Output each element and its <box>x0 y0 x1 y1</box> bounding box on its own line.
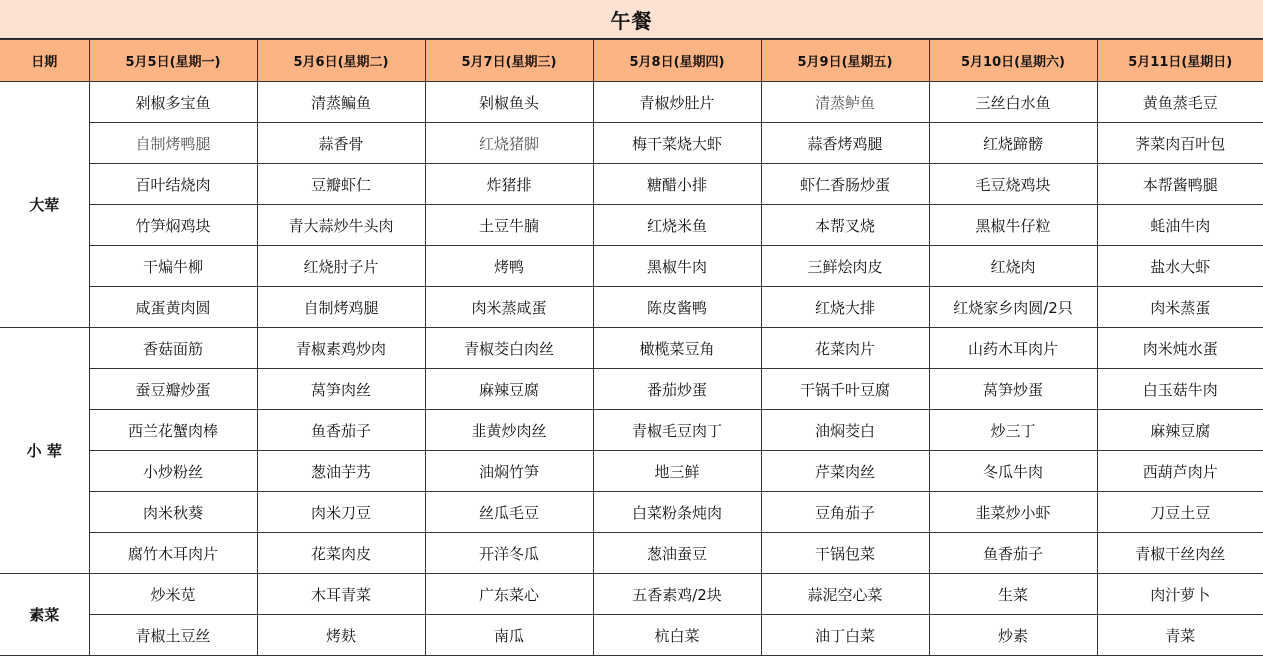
dish-cell: 豆瓣虾仁 <box>257 164 425 205</box>
dish-cell: 木耳青菜 <box>257 574 425 615</box>
dish-cell: 三鲜烩肉皮 <box>761 246 929 287</box>
dish-cell: 剁椒鱼头 <box>425 82 593 123</box>
dish-cell: 开洋冬瓜 <box>425 533 593 574</box>
dish-cell: 自制烤鸡腿 <box>257 287 425 328</box>
dish-cell: 蚕豆瓣炒蛋 <box>89 369 257 410</box>
dish-cell: 土豆牛腩 <box>425 205 593 246</box>
dish-cell: 肉汁萝卜 <box>1097 574 1263 615</box>
dish-cell: 油丁白菜 <box>761 615 929 656</box>
dish-cell: 小炒粉丝 <box>89 451 257 492</box>
dish-cell: 鱼香茄子 <box>257 410 425 451</box>
dish-cell: 肉米蒸咸蛋 <box>425 287 593 328</box>
dish-cell: 花菜肉皮 <box>257 533 425 574</box>
dish-cell: 地三鲜 <box>593 451 761 492</box>
dish-cell: 荠菜肉百叶包 <box>1097 123 1263 164</box>
dish-cell: 葱油芋艿 <box>257 451 425 492</box>
dish-cell: 毛豆烧鸡块 <box>929 164 1097 205</box>
table-row <box>0 451 1263 492</box>
dish-cell: 青大蒜炒牛头肉 <box>257 205 425 246</box>
dish-cell: 生菜 <box>929 574 1097 615</box>
dish-cell: 炸猪排 <box>425 164 593 205</box>
dish-cell: 红烧米鱼 <box>593 205 761 246</box>
table-row <box>0 369 1263 410</box>
dish-cell: 肉米刀豆 <box>257 492 425 533</box>
dish-cell: 青椒土豆丝 <box>89 615 257 656</box>
table-row <box>0 123 1263 164</box>
dish-cell: 梅干菜烧大虾 <box>593 123 761 164</box>
menu-body <box>0 82 1263 656</box>
dish-cell: 虾仁香肠炒蛋 <box>761 164 929 205</box>
dish-cell: 蒜香骨 <box>257 123 425 164</box>
dish-cell: 干锅包菜 <box>761 533 929 574</box>
dish-cell: 三丝白水鱼 <box>929 82 1097 123</box>
dish-cell: 冬瓜牛肉 <box>929 451 1097 492</box>
dish-cell: 腐竹木耳肉片 <box>89 533 257 574</box>
header-day: 5月5日(星期一) <box>89 40 257 82</box>
dish-cell: 莴笋炒蛋 <box>929 369 1097 410</box>
dish-cell: 青椒炒肚片 <box>593 82 761 123</box>
dish-cell: 红烧大排 <box>761 287 929 328</box>
dish-cell: 广东菜心 <box>425 574 593 615</box>
table-row <box>0 205 1263 246</box>
dish-cell: 烤麸 <box>257 615 425 656</box>
dish-cell: 韭菜炒小虾 <box>929 492 1097 533</box>
dish-cell: 清蒸鳊鱼 <box>257 82 425 123</box>
dish-cell: 杭白菜 <box>593 615 761 656</box>
dish-cell: 五香素鸡/2块 <box>593 574 761 615</box>
category-label: 大荤 <box>0 82 89 328</box>
dish-cell: 青椒茭白肉丝 <box>425 328 593 369</box>
dish-cell: 自制烤鸭腿 <box>89 123 257 164</box>
table-row <box>0 246 1263 287</box>
dish-cell: 烤鸭 <box>425 246 593 287</box>
dish-cell: 红烧家乡肉圆/2只 <box>929 287 1097 328</box>
dish-cell: 南瓜 <box>425 615 593 656</box>
dish-cell: 百叶结烧肉 <box>89 164 257 205</box>
dish-cell: 麻辣豆腐 <box>1097 410 1263 451</box>
dish-cell: 咸蛋黄肉圆 <box>89 287 257 328</box>
dish-cell: 白菜粉条炖肉 <box>593 492 761 533</box>
dish-cell: 鱼香茄子 <box>929 533 1097 574</box>
header-date: 日期 <box>0 40 89 82</box>
dish-cell: 白玉菇牛肉 <box>1097 369 1263 410</box>
dish-cell: 蒜香烤鸡腿 <box>761 123 929 164</box>
dish-cell: 竹笋焖鸡块 <box>89 205 257 246</box>
header-day: 5月11日(星期日) <box>1097 40 1263 82</box>
dish-cell: 盐水大虾 <box>1097 246 1263 287</box>
dish-cell: 肉米秋葵 <box>89 492 257 533</box>
dish-cell: 黄鱼蒸毛豆 <box>1097 82 1263 123</box>
dish-cell: 干煸牛柳 <box>89 246 257 287</box>
table-row <box>0 492 1263 533</box>
dish-cell: 红烧猪脚 <box>425 123 593 164</box>
dish-cell: 红烧蹄髈 <box>929 123 1097 164</box>
dish-cell: 豆角茄子 <box>761 492 929 533</box>
header-day: 5月6日(星期二) <box>257 40 425 82</box>
dish-cell: 青椒毛豆肉丁 <box>593 410 761 451</box>
table-title: 午餐 <box>0 0 1263 39</box>
dish-cell: 番茄炒蛋 <box>593 369 761 410</box>
dish-cell: 山药木耳肉片 <box>929 328 1097 369</box>
dish-cell: 剁椒多宝鱼 <box>89 82 257 123</box>
table-row <box>0 410 1263 451</box>
header-day: 5月9日(星期五) <box>761 40 929 82</box>
table-row <box>0 328 1263 369</box>
dish-cell: 西兰花蟹肉棒 <box>89 410 257 451</box>
dish-cell: 炒素 <box>929 615 1097 656</box>
lunch-menu-table <box>0 39 1263 656</box>
dish-cell: 红烧肘子片 <box>257 246 425 287</box>
dish-cell: 蚝油牛肉 <box>1097 205 1263 246</box>
dish-cell: 炒米苋 <box>89 574 257 615</box>
table-row <box>0 533 1263 574</box>
header-day: 5月7日(星期三) <box>425 40 593 82</box>
dish-cell: 橄榄菜豆角 <box>593 328 761 369</box>
dish-cell: 红烧肉 <box>929 246 1097 287</box>
dish-cell: 刀豆土豆 <box>1097 492 1263 533</box>
dish-cell: 炒三丁 <box>929 410 1097 451</box>
dish-cell: 本帮叉烧 <box>761 205 929 246</box>
dish-cell: 韭黄炒肉丝 <box>425 410 593 451</box>
table-row <box>0 615 1263 656</box>
table-row <box>0 82 1263 123</box>
table-row <box>0 574 1263 615</box>
table-row <box>0 164 1263 205</box>
dish-cell: 芹菜肉丝 <box>761 451 929 492</box>
dish-cell: 青椒干丝肉丝 <box>1097 533 1263 574</box>
dish-cell: 肉米炖水蛋 <box>1097 328 1263 369</box>
dish-cell: 干锅千叶豆腐 <box>761 369 929 410</box>
dish-cell: 丝瓜毛豆 <box>425 492 593 533</box>
dish-cell: 黑椒牛肉 <box>593 246 761 287</box>
dish-cell: 肉米蒸蛋 <box>1097 287 1263 328</box>
dish-cell: 陈皮酱鸭 <box>593 287 761 328</box>
table-row <box>0 287 1263 328</box>
dish-cell: 油焖茭白 <box>761 410 929 451</box>
dish-cell: 西葫芦肉片 <box>1097 451 1263 492</box>
dish-cell: 本帮酱鸭腿 <box>1097 164 1263 205</box>
header-day: 5月8日(星期四) <box>593 40 761 82</box>
header-day: 5月10日(星期六) <box>929 40 1097 82</box>
dish-cell: 青菜 <box>1097 615 1263 656</box>
dish-cell: 清蒸鲈鱼 <box>761 82 929 123</box>
dish-cell: 花菜肉片 <box>761 328 929 369</box>
category-label: 小 荤 <box>0 328 89 574</box>
dish-cell: 蒜泥空心菜 <box>761 574 929 615</box>
dish-cell: 葱油蚕豆 <box>593 533 761 574</box>
dish-cell: 香菇面筋 <box>89 328 257 369</box>
dish-cell: 麻辣豆腐 <box>425 369 593 410</box>
header-row <box>0 40 1263 82</box>
dish-cell: 青椒素鸡炒肉 <box>257 328 425 369</box>
dish-cell: 黑椒牛仔粒 <box>929 205 1097 246</box>
dish-cell: 糖醋小排 <box>593 164 761 205</box>
category-label: 素菜 <box>0 574 89 656</box>
dish-cell: 莴笋肉丝 <box>257 369 425 410</box>
dish-cell: 油焖竹笋 <box>425 451 593 492</box>
